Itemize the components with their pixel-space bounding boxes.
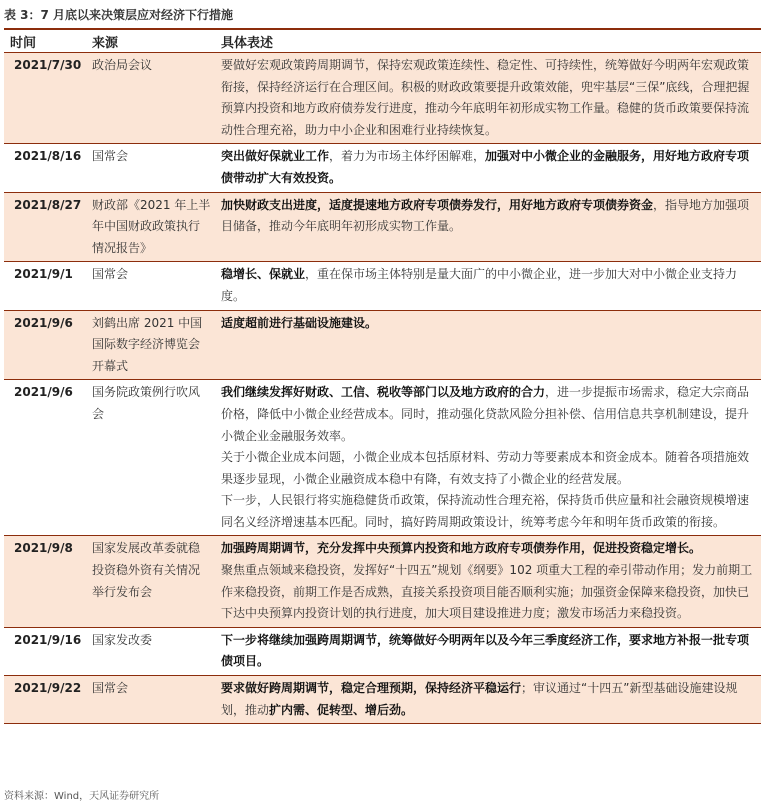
row-description — [215, 380, 761, 536]
body-text: ，着力为市场主体纾困解难， — [329, 149, 486, 164]
emphasized-text: 突出做好保就业工作 — [221, 149, 330, 164]
emphasized-text: 稳增长、保就业 — [221, 267, 306, 282]
table-row — [4, 53, 761, 144]
body-text: ；审议通过“十四五”新型基础设施建设规划，推动 — [221, 681, 738, 717]
table-row — [4, 192, 761, 262]
table-header-row — [4, 29, 761, 53]
table-row — [4, 380, 761, 536]
row-date: 2021/9/8 — [4, 536, 86, 627]
body-text: 聚焦重点领域来稳投资，发挥好“十四五”规划《纲要》102 项重大工程的牵引带动作用；发力前期工作来稳投资，前期工作是否成熟，直接关系投资项目能否顺利实施；加强资金保障来稳投资，加快已下达中央预算内投资计划的执行进度，加大项目建设推进力度；激发市场活力来稳投资。 — [221, 563, 753, 621]
table-row — [4, 536, 761, 627]
emphasized-text: 加强对中小微企业的金融服务，用好地方政府专项债带动扩大有效投资。 — [221, 149, 750, 185]
row-date: 2021/9/22 — [4, 676, 86, 724]
table-row — [4, 676, 761, 724]
emphasized-text: 适度超前进行基础设施建设。 — [221, 315, 378, 330]
row-source: 国常会 — [86, 676, 215, 724]
row-source: 国家发改委 — [86, 627, 215, 675]
row-source: 国务院政策例行吹风会 — [86, 380, 215, 536]
row-description — [215, 676, 761, 724]
row-date: 2021/7/30 — [4, 53, 86, 144]
table-row — [4, 627, 761, 675]
emphasized-text: 要求做好跨周期调节，稳定合理预期，保持经济平稳运行 — [221, 681, 522, 696]
description-paragraph — [221, 195, 757, 238]
row-source: 国家发展改革委就稳投资稳外资有关情况举行发布会 — [86, 536, 215, 627]
description-paragraph — [221, 538, 757, 560]
body-text: ，进一步提振市场需求，稳定大宗商品价格，降低中小微企业经营成本。同时，推动强化贷款风险分担补偿、信用信息共享机制建设，提升小微企业金融服务效率。 — [221, 385, 750, 443]
header-time: 时间 — [4, 29, 86, 53]
table-row — [4, 262, 761, 310]
description-paragraph — [221, 313, 757, 335]
row-source: 国常会 — [86, 144, 215, 192]
measures-table — [4, 28, 761, 724]
emphasized-text: 加快财政支出进度，适度提速地方政府专项债券发行，用好地方政府专项债券资金 — [221, 197, 654, 212]
row-source: 政治局会议 — [86, 53, 215, 144]
body-text: 下一步，人民银行将实施稳健货币政策，保持流动性合理充裕，保持货币供应量和社会融资规模增速同名义经济增速基本匹配。同时，搞好跨周期政策设计，统筹考虑今年和明年货币政策的衔接。 — [221, 493, 750, 529]
emphasized-text: 我们继续发挥好财政、工信、税收等部门以及地方政府的合力 — [221, 385, 546, 400]
row-date: 2021/9/16 — [4, 627, 86, 675]
description-paragraph — [221, 678, 757, 721]
description-paragraph — [221, 382, 757, 447]
row-description — [215, 536, 761, 627]
row-date: 2021/9/6 — [4, 380, 86, 536]
row-description — [215, 144, 761, 192]
body-text: ，指导地方加强项目储备，推动今年底明年初形成实物工作量。 — [221, 197, 750, 234]
table-row — [4, 310, 761, 380]
row-description — [215, 627, 761, 675]
body-text: 关于小微企业成本问题，小微企业成本包括原材料、劳动力等要素成本和资金成本。随着各项措施效果逐步显现，小微企业融资成本稳中有降，有效支持了小微企业的经营发展。 — [221, 450, 750, 486]
row-source: 刘鹤出席 2021 中国国际数字经济博览会开幕式 — [86, 310, 215, 380]
emphasized-text: 下一步将继续加强跨周期调节，统筹做好今明两年以及今年三季度经济工作，要求地方补报一批专项债项目。 — [221, 632, 750, 669]
row-description — [215, 262, 761, 310]
description-paragraph — [221, 560, 757, 625]
table-body — [4, 53, 761, 724]
row-date: 2021/8/27 — [4, 192, 86, 262]
description-paragraph — [221, 490, 757, 533]
row-date: 2021/9/1 — [4, 262, 86, 310]
row-source: 财政部《2021 年上半年中国财政政策执行情况报告》 — [86, 192, 215, 262]
description-paragraph — [221, 146, 757, 189]
row-date: 2021/8/16 — [4, 144, 86, 192]
emphasized-text: 加强跨周期调节，充分发挥中央预算内投资和地方政府专项债券作用，促进投资稳定增长。 — [221, 541, 702, 556]
table-title: 表 3：7 月底以来决策层应对经济下行措施 — [4, 8, 234, 22]
body-text: ，重在保市场主体特别是量大面广的中小微企业，进一步加大对中小微企业支持力度。 — [221, 267, 738, 303]
description-paragraph — [221, 447, 757, 490]
header-source: 来源 — [86, 29, 215, 53]
row-description — [215, 192, 761, 262]
emphasized-text: 扩内需、促转型、增后劲。 — [269, 702, 414, 717]
row-date: 2021/9/6 — [4, 310, 86, 380]
row-description — [215, 53, 761, 144]
description-paragraph — [221, 264, 757, 307]
description-paragraph — [221, 55, 757, 141]
source-note: 资料来源：Wind，天风证券研究所 — [4, 791, 160, 802]
row-description — [215, 310, 761, 380]
row-source: 国常会 — [86, 262, 215, 310]
description-paragraph — [221, 630, 757, 673]
body-text: 要做好宏观政策跨周期调节，保持宏观政策连续性、稳定性、可持续性，统筹做好今明两年宏观政策衔接，保持经济运行在合理区间。积极的财政政策要提升政策效能，兜牢基层“三保”底线，合理把握预算内投资和地方政府债券发行进度，推动今年底明年初形成实物工作量。稳健的货币政策要保持流动性合理充裕，助力中小企业和困难行业持续恢复。 — [221, 58, 750, 137]
table-row — [4, 144, 761, 192]
header-desc: 具体表述 — [215, 29, 761, 53]
